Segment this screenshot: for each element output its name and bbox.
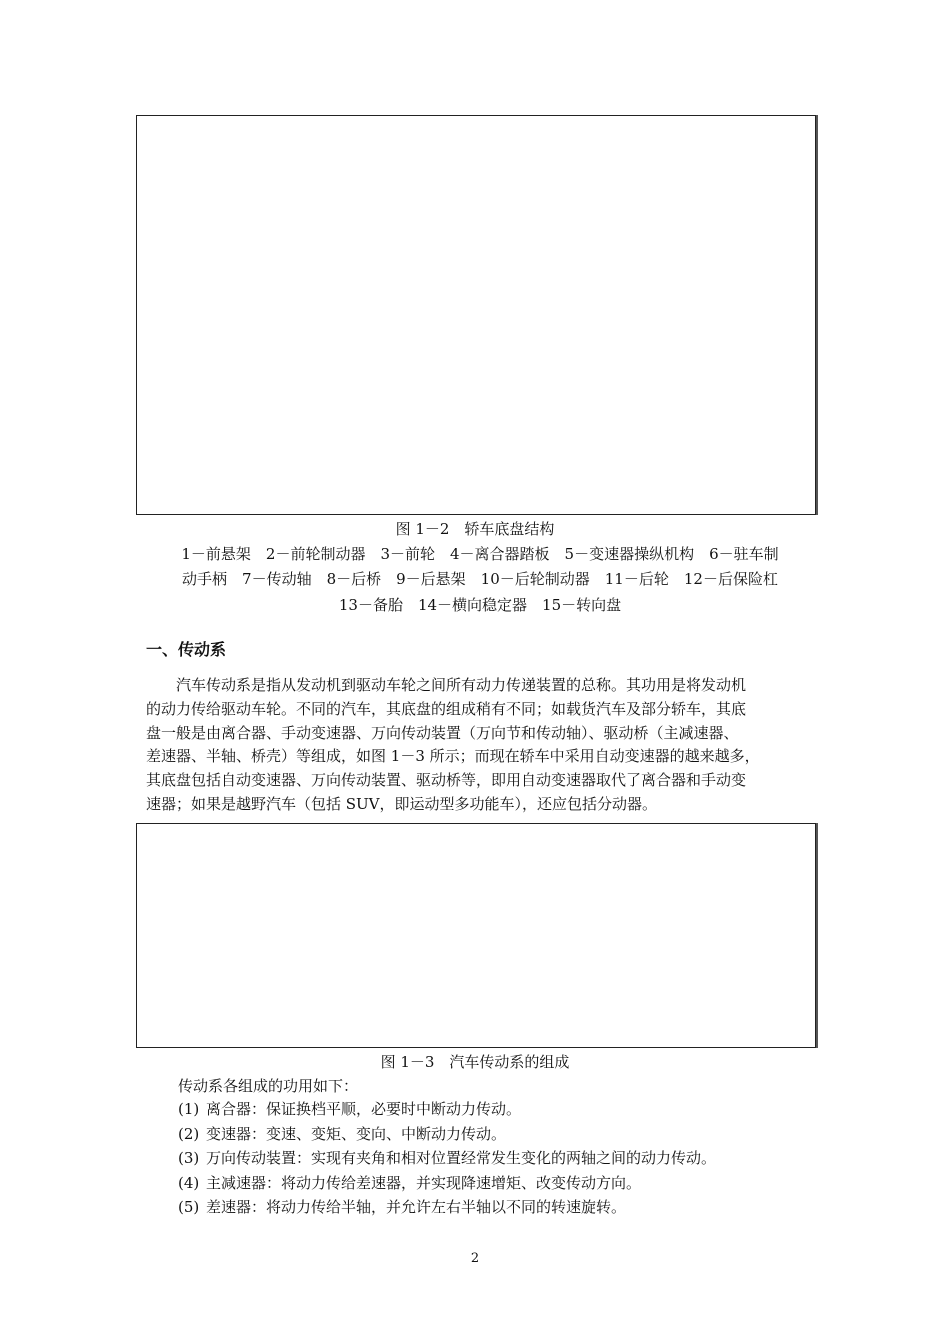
functions-list <box>178 1098 716 1221</box>
paragraph-line: 的动力传给驱动车轮。不同的汽车，其底盘的组成稍有不同；如载货汽车及部分轿车，其底 <box>146 699 747 718</box>
list-item <box>178 1172 716 1197</box>
section-heading: 一、传动系 <box>146 640 227 659</box>
figure-1-legend-line: 1－前悬架 2－前轮制动器 3－前轮 4－离合器踏板 5－变速器操纵机构 6－驻车制 <box>181 545 779 563</box>
page-number: 2 <box>470 1251 480 1266</box>
figure-2-caption: 图 1－3 汽车传动系的组成 <box>380 1053 570 1071</box>
list-item-text: 变速器：变速、变矩、变向、中断动力传动。 <box>206 1124 507 1143</box>
drivetrain-figure <box>136 823 816 1048</box>
list-item-text: 万向传动装置：实现有夹角和相对位置经常发生变化的两轴之间的动力传动。 <box>206 1149 717 1167</box>
list-item-number: (5) <box>178 1198 200 1216</box>
list-item <box>178 1098 716 1123</box>
figure-1-legend-line: 动手柄 7－传动轴 8－后桥 9－后悬架 10－后轮制动器 11－后轮 12－后保险杠 <box>182 570 778 588</box>
list-item-text: 差速器：将动力传给半轴，并允许左右半轴以不同的转速旋转。 <box>206 1198 627 1216</box>
list-item-text: 主减速器：将动力传给差速器，并实现降速增矩、改变传动方向。 <box>206 1173 642 1192</box>
list-item <box>178 1196 716 1221</box>
list-item <box>178 1123 716 1148</box>
paragraph-line: 汽车传动系是指从发动机到驱动车轮之间所有动力传递装置的总称。其功用是将发动机 <box>176 676 747 694</box>
figure-1-legend-line: 13－备胎 14－横向稳定器 15－转向盘 <box>338 596 622 614</box>
list-item-text: 离合器：保证换档平顺，必要时中断动力传动。 <box>206 1100 522 1118</box>
list-item-number: (2) <box>178 1124 200 1143</box>
list-item-number: (4) <box>178 1173 200 1192</box>
paragraph-line: 速器；如果是越野汽车（包括 SUV，即运动型多功能车），还应包括分动器。 <box>146 794 658 813</box>
figure-1-caption: 图 1－2 轿车底盘结构 <box>395 520 555 538</box>
list-item <box>178 1147 716 1172</box>
paragraph-line: 其底盘包括自动变速器、万向传动装置、驱动桥等，即用自动变速器取代了离合器和手动变 <box>146 771 747 790</box>
section-paragraph <box>146 674 816 817</box>
list-item-number: (3) <box>178 1149 200 1167</box>
paragraph-line: 差速器、半轴、桥壳）等组成，如图 1－3 所示；而现在轿车中采用自动变速器的越来越多， <box>146 747 760 766</box>
paragraph-line: 盘一般是由离合器、手动变速器、万向传动装置（万向节和传动轴）、驱动桥（主减速器、 <box>146 723 739 742</box>
list-item-number: (1) <box>178 1100 200 1118</box>
functions-intro: 传动系各组成的功用如下： <box>178 1077 359 1095</box>
chassis-structure-figure <box>136 115 816 515</box>
